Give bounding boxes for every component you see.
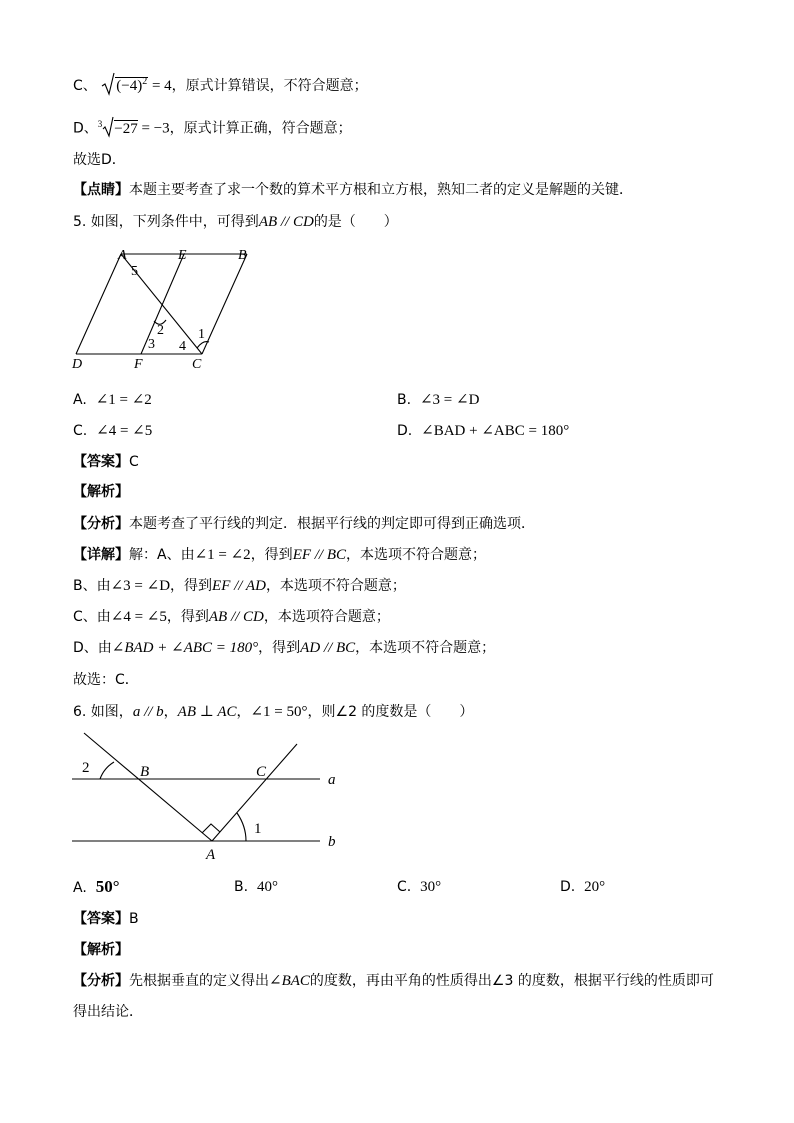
option-text: ∠BAD + ∠ABC = 180° xyxy=(421,423,570,439)
sqrt-radicand xyxy=(115,77,148,94)
answer-value: C xyxy=(129,454,139,470)
q5-option-d xyxy=(397,421,569,441)
equals-four: = 4 xyxy=(148,78,172,94)
stem-tail: 的是（ ） xyxy=(313,214,398,230)
line-bc xyxy=(202,254,247,354)
detail-text: C、由 xyxy=(73,609,111,625)
q5-option-b xyxy=(397,390,479,410)
stem-comma: ， xyxy=(236,704,251,720)
fenxi-label: 【分析】 xyxy=(73,973,129,989)
q6-fenxi xyxy=(73,971,714,991)
fenxi-text: 先根据垂直的定义得出 xyxy=(129,973,269,989)
label-b: b xyxy=(328,834,336,850)
cbrt-radicand: −27 xyxy=(114,120,138,137)
label-D: D xyxy=(72,357,83,372)
option-text: 30° xyxy=(420,879,442,895)
exponent: 2 xyxy=(142,76,148,87)
detail-math: EF // BC xyxy=(292,547,347,563)
arc-angle-2 xyxy=(100,762,114,779)
note-text: 本题主要考查了求一个数的算术平方根和立方根，熟知二者的定义是解题的关键． xyxy=(129,182,633,198)
option-letter: C. xyxy=(397,879,412,895)
detail-math: ∠1 = ∠2 xyxy=(194,547,251,563)
root-index: 3 xyxy=(97,119,103,129)
q4-option-c-line xyxy=(73,72,368,96)
detail-text: D、由 xyxy=(73,640,112,656)
label-a: a xyxy=(328,772,336,788)
q6-figure xyxy=(66,728,356,868)
option-letter: B. xyxy=(397,392,412,408)
stem-math: AB // CD xyxy=(258,214,314,230)
answer-label: 【答案】 xyxy=(73,454,129,470)
q4-note xyxy=(73,180,633,200)
line-ad xyxy=(76,254,121,354)
stem-math: AB ⊥ AC xyxy=(177,704,237,720)
fenxi-text: 得出结论． xyxy=(73,1004,143,1020)
detail-text: 解：A、由 xyxy=(129,547,195,563)
q6-option-c xyxy=(397,877,441,897)
angle-label-4: 4 xyxy=(179,339,186,354)
label-C: C xyxy=(256,764,267,780)
label-A: A xyxy=(118,248,127,263)
choose-text: 故选D． xyxy=(73,152,126,168)
detail-text: ，得到 xyxy=(250,547,293,563)
label-F: F xyxy=(134,357,143,372)
q6-fenxi-cont xyxy=(73,1002,143,1022)
option-c-comment: ，原式计算错误，不符合题意； xyxy=(171,78,368,94)
detail-text: ，得到 xyxy=(170,578,213,594)
angle-label-2: 2 xyxy=(157,323,164,338)
option-text: 20° xyxy=(584,879,606,895)
detail-text: ，本选项不符合题意； xyxy=(265,578,406,594)
q6-analysis-heading xyxy=(73,940,129,960)
label-E: E xyxy=(178,248,187,263)
option-letter: A. xyxy=(73,880,87,896)
q5-analysis-heading xyxy=(73,482,129,502)
label-B: B xyxy=(140,764,150,780)
fenxi-label: 【分析】 xyxy=(73,516,129,532)
stem-math: a // b xyxy=(132,704,164,720)
note-label: 【点睛】 xyxy=(73,182,129,198)
detail-text: ，得到 xyxy=(166,609,209,625)
q5-detail-1 xyxy=(73,545,486,565)
q6-option-a xyxy=(73,877,120,898)
answer-label: 【答案】 xyxy=(73,911,129,927)
q6-stem xyxy=(73,702,473,722)
right-angle-mark xyxy=(202,824,220,833)
detail-text: ，本选项不符合题意； xyxy=(355,640,496,656)
option-text: 50° xyxy=(95,877,120,896)
answer-value: B xyxy=(129,911,139,927)
angle-label-5: 5 xyxy=(131,264,138,279)
q6-option-b xyxy=(234,877,278,897)
q5-detail-4 xyxy=(73,638,495,658)
q5-answer xyxy=(73,452,139,472)
option-letter: D. xyxy=(560,879,576,895)
q6-answer xyxy=(73,909,139,929)
line-ab-transversal xyxy=(84,733,212,841)
arc-angle-1 xyxy=(237,813,246,841)
q6-option-d xyxy=(560,877,605,897)
detail-text: ，本选项符合题意； xyxy=(263,609,390,625)
label-A: A xyxy=(206,847,216,863)
q5-option-c xyxy=(73,421,152,441)
label-C: C xyxy=(192,357,202,372)
detail-math: ∠3 = ∠D xyxy=(110,578,171,594)
sqrt-sign xyxy=(101,72,115,96)
option-letter: C. xyxy=(73,423,88,439)
detail-text: ，得到 xyxy=(258,640,301,656)
label-B: B xyxy=(238,248,247,263)
detail-math: ∠4 = ∠5 xyxy=(110,609,167,625)
stem-text: 5. 如图，下列条件中，可得到 xyxy=(73,214,259,230)
detail-text: B、由 xyxy=(73,578,111,594)
xiangjie-label: 【详解】 xyxy=(73,547,129,563)
q5-fenxi xyxy=(73,514,535,534)
stem-tail: ，则∠2 的度数是（ ） xyxy=(307,704,474,720)
cbrt-sign xyxy=(102,116,114,138)
detail-text: ，本选项不符合题意； xyxy=(346,547,487,563)
option-letter: D. xyxy=(397,423,413,439)
analysis-label: 【解析】 xyxy=(73,484,129,500)
choose-text: 故选：C． xyxy=(73,672,139,688)
detail-math: ∠BAD + ∠ABC = 180° xyxy=(111,640,259,656)
q5-figure xyxy=(66,244,266,374)
radicand-text: (−4) xyxy=(116,78,143,94)
option-d-prefix: D、 xyxy=(73,120,98,137)
fenxi-math: ∠BAC xyxy=(269,973,310,989)
detail-math: AD // BC xyxy=(300,640,356,656)
detail-math: AB // CD xyxy=(208,609,264,625)
angle-label-3: 3 xyxy=(148,337,155,352)
angle-label-1: 1 xyxy=(198,327,205,342)
option-d-comment: ，原式计算正确，符合题意； xyxy=(169,120,352,137)
detail-math: EF // AD xyxy=(212,578,266,594)
option-text: ∠1 = ∠2 xyxy=(95,392,152,408)
option-text: ∠4 = ∠5 xyxy=(96,423,153,439)
option-c-prefix: C、 xyxy=(73,78,97,94)
q5-stem xyxy=(73,212,398,232)
angle-label-2: 2 xyxy=(82,760,90,776)
angle-label-1: 1 xyxy=(254,821,262,837)
equals-neg-three: = −3 xyxy=(137,120,170,137)
stem-comma: ， xyxy=(163,704,178,720)
q4-choose xyxy=(73,150,126,170)
option-text: 40° xyxy=(256,879,278,895)
q5-detail-2 xyxy=(73,576,406,596)
fenxi-text: 的度数，再由平角的性质得出∠3 的度数，根据平行线的性质即可 xyxy=(309,973,714,989)
analysis-label: 【解析】 xyxy=(73,942,129,958)
option-letter: A. xyxy=(73,392,87,408)
stem-text: 6. 如图， xyxy=(73,704,133,720)
option-text: ∠3 = ∠D xyxy=(419,392,480,408)
q5-detail-3 xyxy=(73,607,390,627)
q5-option-a xyxy=(73,390,152,410)
fenxi-text: 本题考查了平行线的判定．根据平行线的判定即可得到正确选项． xyxy=(129,516,535,532)
stem-math: ∠1 = 50° xyxy=(250,704,308,720)
q5-choose xyxy=(73,670,139,690)
q4-option-d-line xyxy=(73,114,352,139)
option-letter: B. xyxy=(234,879,249,895)
